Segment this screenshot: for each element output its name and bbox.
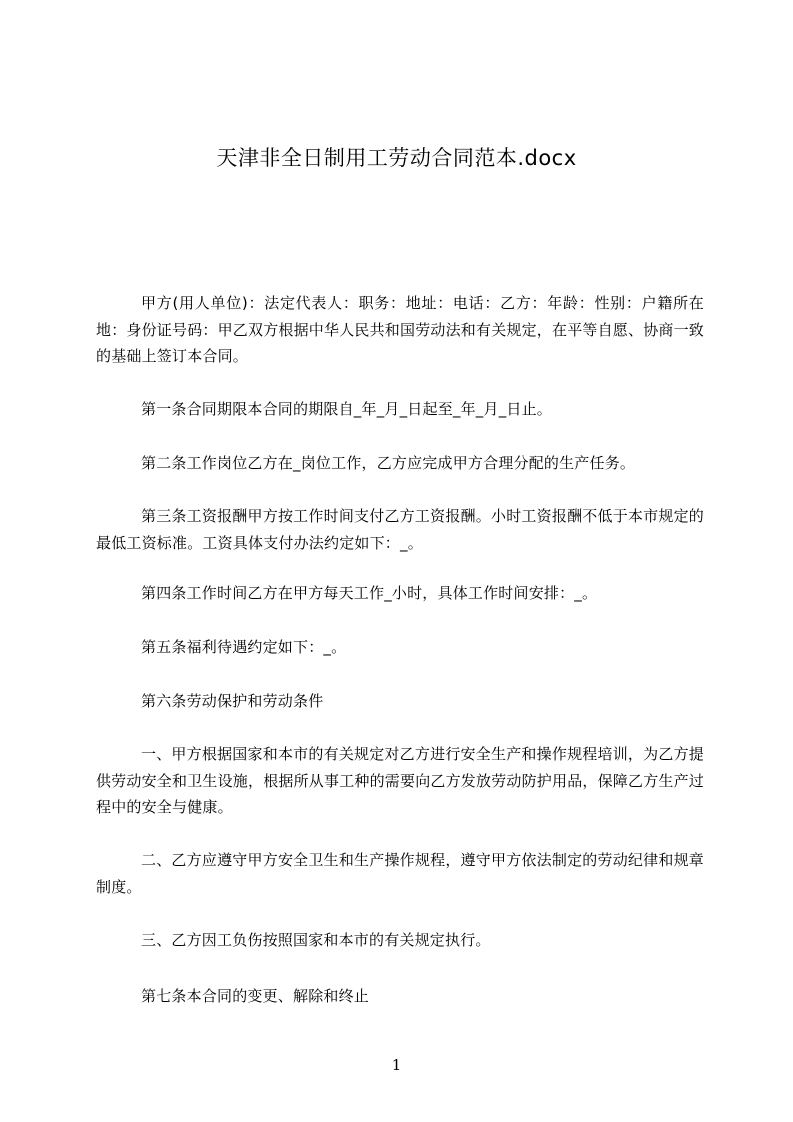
paragraph-article-6-item-2: 二、乙方应遵守甲方安全卫生和生产操作规程，遵守甲方依法制定的劳动纪律和规章制度。 xyxy=(96,851,704,896)
paragraph-parties: 甲方(用人单位)：法定代表人：职务：地址：电话：乙方：年龄：性别：户籍所在地：身份证号码：甲乙双方根据中华人民共和国劳动法和有关规定，在平等自愿、协商一致的基础上签订本合同。 xyxy=(96,294,705,365)
paragraph-article-5: 第五条福利待遇约定如下：_。 xyxy=(141,638,347,656)
page-number: 1 xyxy=(391,1056,402,1074)
paragraph-article-6-item-1: 一、甲方根据国家和本市的有关规定对乙方进行安全生产和操作规程培训，为乙方提供劳动安全和卫生设施，根据所从事工种的需要向乙方发放劳动防护用品，保障乙方生产过程中的安全与健康。 xyxy=(96,745,705,816)
document-title: 天津非全日制用工劳动合同范本.docx xyxy=(216,146,577,170)
paragraph-article-4: 第四条工作时间乙方在甲方每天工作_小时，具体工作时间安排：_。 xyxy=(141,584,598,602)
paragraph-article-6-item-3: 三、乙方因工负伤按照国家和本市的有关规定执行。 xyxy=(141,931,491,949)
paragraph-article-1: 第一条合同期限本合同的期限自_年_月_日起至_年_月_日止。 xyxy=(141,400,553,418)
paragraph-article-6: 第六条劳动保护和劳动条件 xyxy=(141,692,324,710)
paragraph-article-2: 第二条工作岗位乙方在_岗位工作，乙方应完成甲方合理分配的生产任务。 xyxy=(141,454,636,472)
paragraph-article-3: 第三条工资报酬甲方按工作时间支付乙方工资报酬。小时工资报酬不低于本市规定的最低工资标准。工资具体支付办法约定如下：_。 xyxy=(96,507,704,552)
paragraph-article-7: 第七条本合同的变更、解除和终止 xyxy=(141,987,370,1005)
